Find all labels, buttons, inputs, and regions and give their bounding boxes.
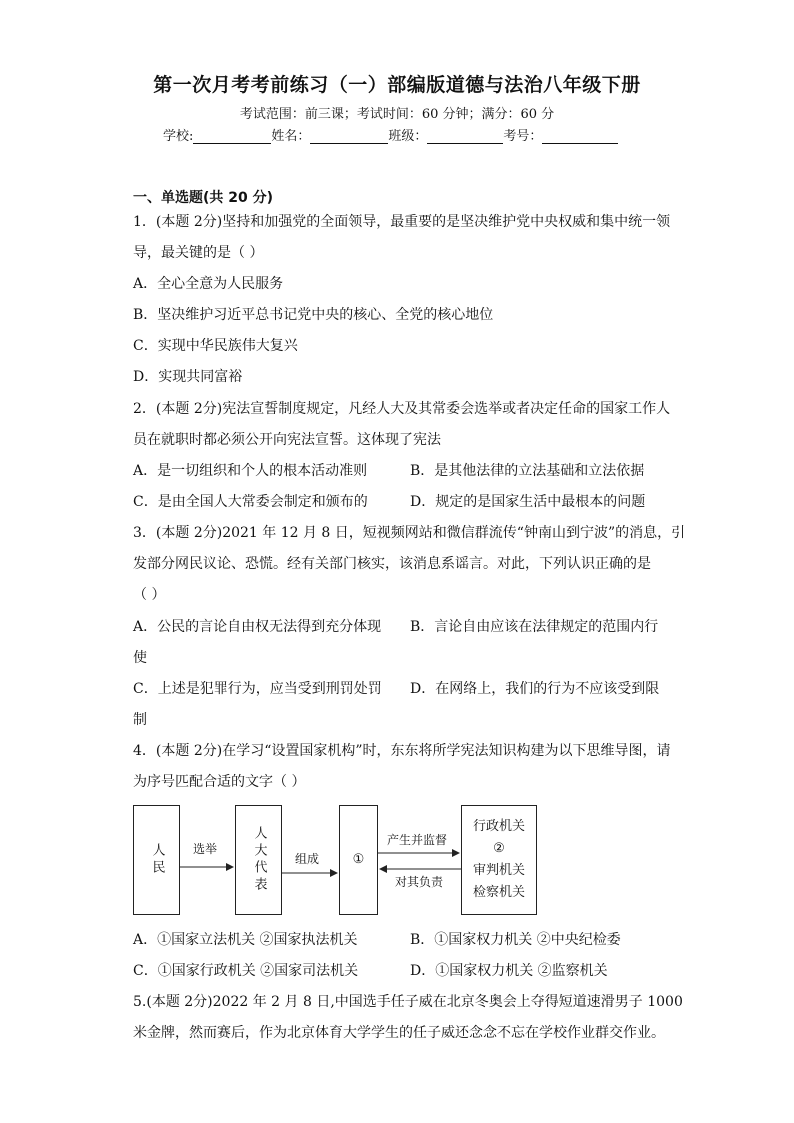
school-label: 学校: xyxy=(163,129,194,144)
question-3-option-b[interactable]: B．言论自由应该在法律规定的范围内行 xyxy=(410,619,659,635)
question-1-option-a[interactable]: A．全心全意为人民服务 xyxy=(133,276,284,292)
question-3-stem-line-1: 3．(本题 2分)2021 年 12 月 8 日，短视频网站和微信群流传“钟南山到宁波”的消息，引 xyxy=(133,525,686,541)
question-3-option-d[interactable]: D．在网络上，我们的行为不应该受到限 xyxy=(410,681,660,697)
label-produce-supervise: 产生并监督 xyxy=(387,833,448,847)
label-responsible: 对其负责 xyxy=(395,875,444,889)
question-1-option-d[interactable]: D．实现共同富裕 xyxy=(133,369,243,385)
class-label: 班级： xyxy=(388,129,428,144)
number-label: 考号： xyxy=(503,129,543,144)
label-compose: 组成 xyxy=(295,852,320,866)
question-4-option-d[interactable]: D．①国家权力机关 ②监察机关 xyxy=(410,963,608,979)
organ-procuratorial: 检察机关 xyxy=(472,885,525,900)
section-title: 一、单选题(共 20 分) xyxy=(133,190,274,206)
school-field[interactable] xyxy=(193,129,271,144)
page-title: 第一次月考考前练习（一）部编版道德与法治八年级下册 xyxy=(153,74,641,96)
question-3-option-a[interactable]: A．公民的言论自由权无法得到充分体现 xyxy=(133,619,382,635)
box-circle-1-label: ① xyxy=(352,852,365,867)
question-4-option-b[interactable]: B．①国家权力机关 ②中央纪检委 xyxy=(410,932,621,948)
question-3-stem-line-3: （ ） xyxy=(133,587,166,603)
box-people xyxy=(133,805,180,915)
question-5-stem-line-2: 米金牌，然而赛后，作为北京体育大学学生的任子威还念念不忘在学校作业群交作业。 xyxy=(133,1025,665,1041)
name-label: 姓名： xyxy=(271,129,311,144)
question-2-option-a[interactable]: A．是一切组织和个人的根本活动准则 xyxy=(133,463,368,479)
organ-executive: 行政机关 xyxy=(472,819,525,834)
box-circle-1 xyxy=(339,805,378,915)
question-3-stem-line-2: 发部分网民议论、恐慌。经有关部门核实，该消息系谣言。对此，下列认识正确的是 xyxy=(133,556,651,572)
organ-judicial: 审判机关 xyxy=(472,863,525,878)
question-3-option-c[interactable]: C．上述是犯罪行为，应当受到刑罚处罚 xyxy=(133,681,382,697)
name-field[interactable] xyxy=(310,129,388,144)
label-elect: 选举 xyxy=(193,842,218,856)
question-4-stem-line-1: 4．(本题 2分)在学习“设置国家机构”时，东东将所学宪法知识构建为以下思维导图，请 xyxy=(133,743,671,759)
box-people-label: 人民 xyxy=(149,843,165,877)
question-4-stem-line-2: 为序号匹配合适的文字（ ） xyxy=(133,774,306,790)
box-npc xyxy=(235,805,282,915)
organ-circle-2: ② xyxy=(493,841,505,856)
number-field[interactable] xyxy=(542,129,618,144)
question-3-option-d-cont: 制 xyxy=(133,712,147,728)
question-2-option-c[interactable]: C．是由全国人大常委会制定和颁布的 xyxy=(133,494,368,510)
mind-map-diagram xyxy=(133,805,553,917)
box-npc-label: 人大代表 xyxy=(251,826,267,894)
question-2-option-d[interactable]: D．规定的是国家生活中最根本的问题 xyxy=(410,494,646,510)
question-2-option-b[interactable]: B．是其他法律的立法基础和立法依据 xyxy=(410,463,645,479)
question-1-stem-line-1: 1．(本题 2分)坚持和加强党的全面领导，最重要的是坚决维护党中央权威和集中统一领 xyxy=(133,214,671,230)
question-4-option-a[interactable]: A．①国家立法机关 ②国家执法机关 xyxy=(133,932,358,948)
question-3-option-b-cont: 使 xyxy=(133,650,147,666)
exam-info: 考试范围：前三课；考试时间：60 分钟；满分：60 分 xyxy=(239,107,555,122)
question-5-stem-line-1: 5.(本题 2分)2022 年 2 月 8 日,中国选手任子威在北京冬奥会上夺得短道速滑男子 1000 xyxy=(133,994,683,1010)
question-1-option-b[interactable]: B．坚决维护习近平总书记党中央的核心、全党的核心地位 xyxy=(133,307,494,323)
question-1-option-c[interactable]: C．实现中华民族伟大复兴 xyxy=(133,338,298,354)
question-4-option-c[interactable]: C．①国家行政机关 ②国家司法机关 xyxy=(133,963,359,979)
question-2-stem-line-2: 员在就职时都必须公开向宪法宣誓。这体现了宪法 xyxy=(133,432,441,448)
student-info-line xyxy=(163,125,618,144)
question-2-stem-line-1: 2．(本题 2分)宪法宣誓制度规定，凡经人大及其常委会选举或者决定任命的国家工作人 xyxy=(133,401,671,417)
class-field[interactable] xyxy=(427,129,503,144)
question-1-stem-line-2: 导，最关键的是（ ） xyxy=(133,245,264,261)
box-state-organs xyxy=(461,805,537,915)
